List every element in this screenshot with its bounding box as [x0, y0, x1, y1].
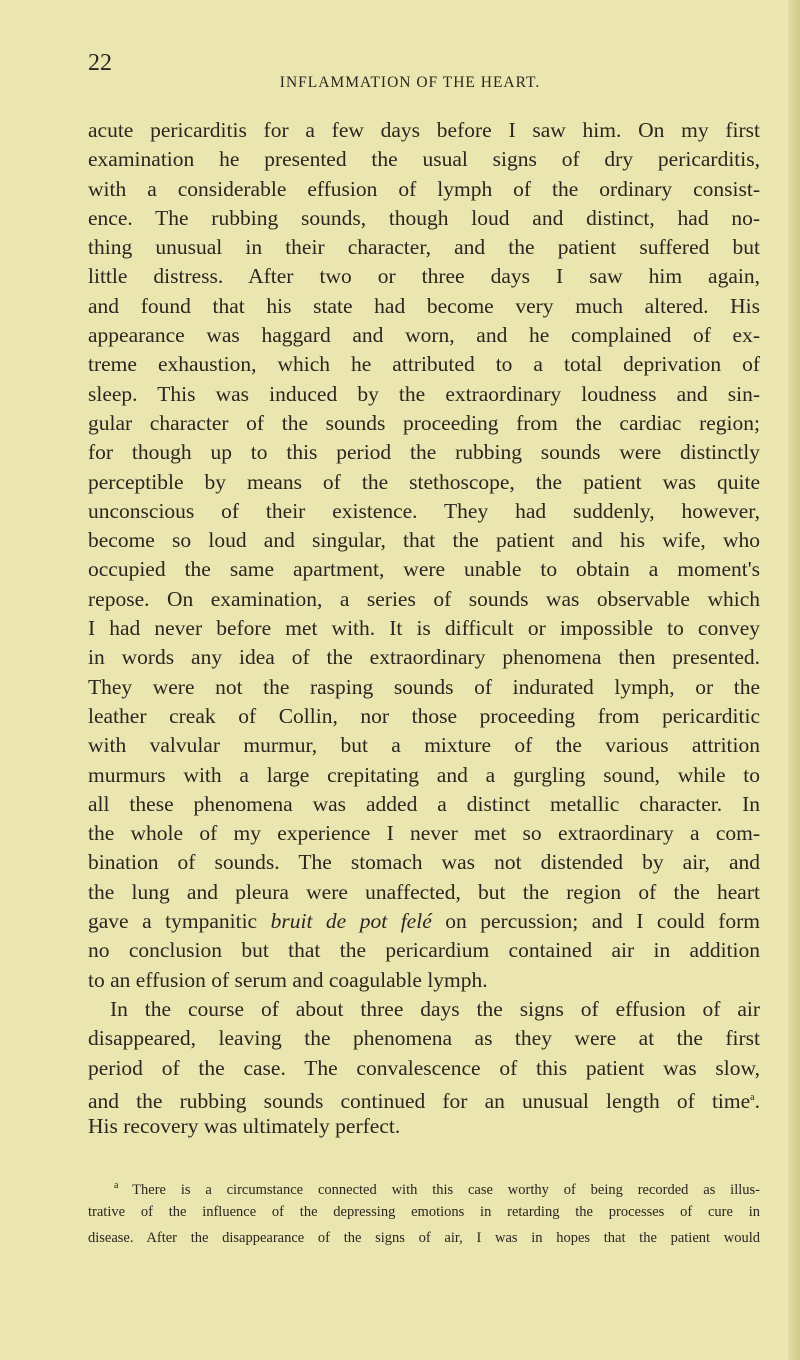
text-line: unconscious of their existence. They had suddenly, however,	[88, 498, 760, 523]
text-line: sleep. This was induced by the extraordinary loudness and sin-	[88, 381, 760, 406]
text-line: and found that his state had become very much altered. His	[88, 293, 760, 318]
running-head: INFLAMMATION OF THE HEART.	[279, 74, 541, 91]
text-line: to an effusion of serum and coagulable lymph.	[88, 967, 488, 992]
text-line: with valvular murmur, but a mixture of the various attrition	[88, 733, 760, 758]
page-number: 22	[88, 50, 112, 76]
text-line: They were not the rasping sounds of indurated lymph, or the	[88, 674, 760, 699]
text-line: treme exhaustion, which he attributed to a total deprivation of	[88, 352, 760, 377]
text-line: murmurs with a large crepitating and a gurgling sound, while to	[88, 762, 760, 787]
text-line: period of the case. The convalescence of this patient was slow,	[88, 1055, 760, 1080]
text-line: bination of sounds. The stomach was not distended by air, and	[88, 850, 760, 875]
text-line: the lung and pleura were unaffected, but the region of the heart	[88, 879, 760, 904]
footnote-text: trative of the influence of the depressing emotions in retarding the processes of cure in	[88, 1204, 760, 1220]
text-line: repose. On examination, a series of sounds was observable which	[88, 586, 760, 611]
footnote-text: There is a circumstance connected with this case worthy of being recorded as illus-	[132, 1181, 760, 1198]
text-line: acute pericarditis for a few days before I saw him. On my first	[88, 118, 760, 142]
text-line: I had never before met with. It is difficult or impossible to convey	[88, 616, 760, 641]
text-line: and the rubbing sounds continued for an unusual length of time$^a$.	[88, 1088, 760, 1113]
text-line: examination he presented the usual signs of dry pericarditis,	[88, 147, 760, 172]
text-line: all these phenomena was added a distinct metallic character. In	[88, 791, 760, 816]
text-line: no conclusion but that the pericardium contained air in addition	[88, 938, 760, 963]
text-line: gave a tympanitic bruit de pot felé on percussion; and I could form	[88, 909, 760, 934]
text-line: the whole of my experience I never met so extraordinary a com-	[88, 821, 760, 846]
text-line: gular character of the sounds proceeding from the cardiac region;	[88, 410, 760, 435]
footnote-line	[88, 1225, 760, 1251]
text-line: In the course of about three days the signs of effusion of air	[110, 996, 760, 1021]
text-line: ence. The rubbing sounds, though loud and distinct, had no-	[88, 205, 760, 230]
footnote-line	[88, 1199, 760, 1225]
footnote-marker: a	[114, 1180, 133, 1191]
footnote-text: disease. After the disappearance of the signs of air, I was in hopes that the patient would	[88, 1230, 760, 1246]
text-line: little distress. After two or three days I saw him again,	[88, 264, 760, 289]
page-edge-shadow	[788, 0, 800, 1360]
footnote	[88, 1173, 760, 1251]
text-line: perceptible by means of the stethoscope, the patient was quite	[88, 469, 760, 494]
text-line: become so loud and singular, that the patient and his wife, who	[88, 528, 760, 553]
text-line: occupied the same apartment, were unable to obtain a moment's	[88, 557, 760, 582]
body-text	[88, 116, 760, 1141]
text-line: in words any idea of the extraordinary phenomena then presented.	[88, 645, 760, 670]
text-line: with a considerable effusion of lymph of the ordinary consist-	[88, 176, 760, 201]
text-line: thing unusual in their character, and the patient suffered but	[88, 235, 760, 260]
footnote-line	[88, 1173, 760, 1199]
text-line: disappeared, leaving the phenomena as they were at the first	[88, 1026, 760, 1051]
text-line: leather creak of Collin, nor those proceeding from pericarditic	[88, 703, 760, 728]
text-line: His recovery was ultimately perfect.	[88, 1114, 401, 1139]
text-line: for though up to this period the rubbing sounds were distinctly	[88, 440, 760, 465]
text-line: appearance was haggard and worn, and he complained of ex-	[88, 323, 760, 348]
